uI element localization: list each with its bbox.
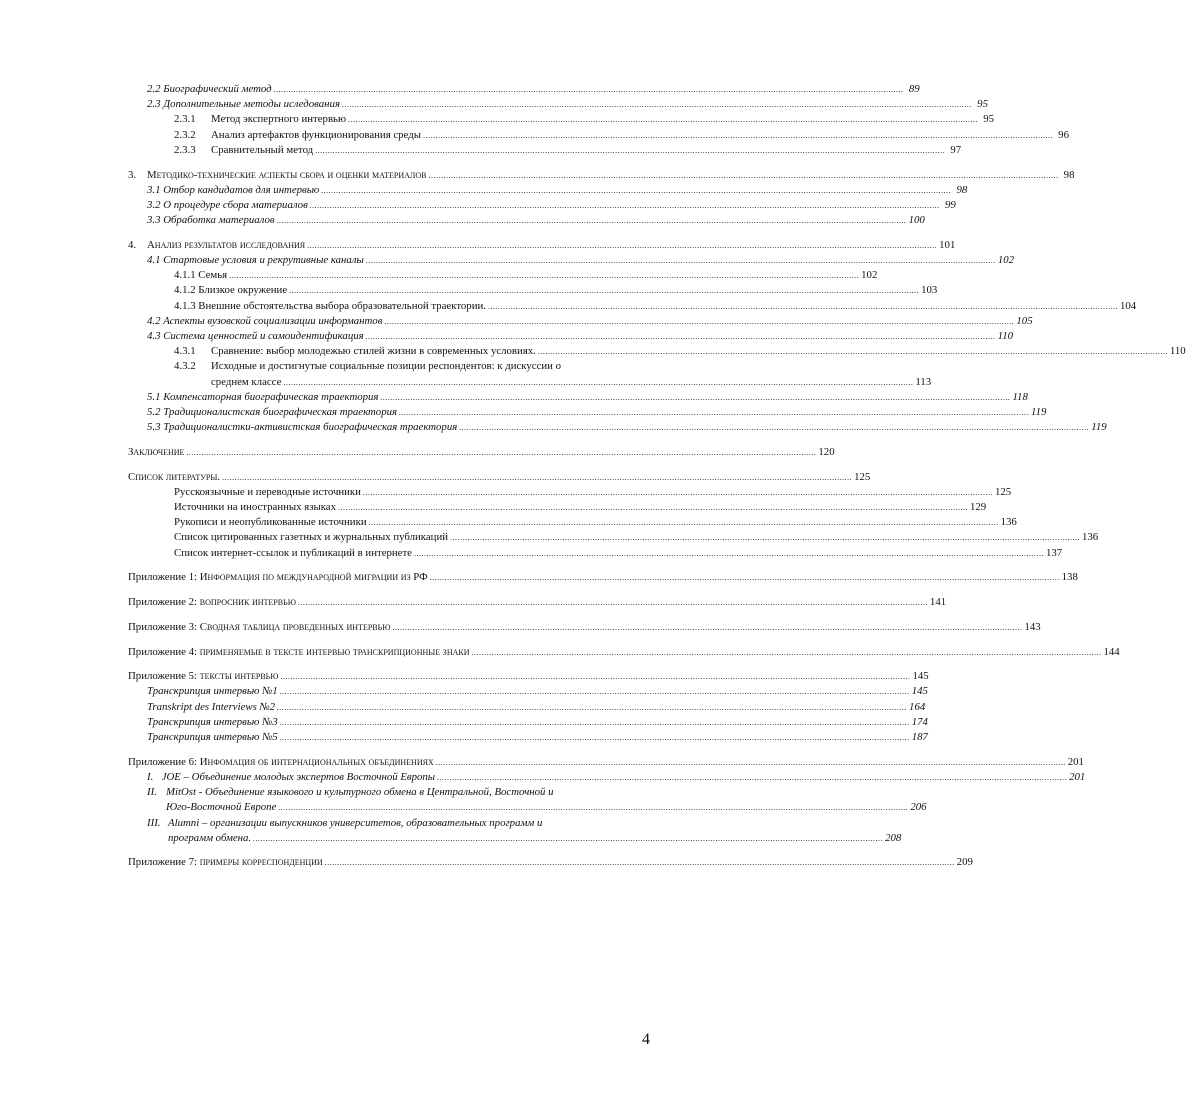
- toc-chapter: Список литературы. ..... 125: [128, 470, 652, 485]
- toc-chapter: Заключение ..... 120: [128, 445, 652, 460]
- toc-entry: 4.1.3 Внешние обстоятельства выбора образовательной траектории. ..... 104: [128, 299, 652, 314]
- toc-entry: Transkript des Interviews №2 ..... 164: [128, 700, 652, 715]
- toc-appendix: Приложение 2: вопросник интервью ..... 141: [128, 595, 652, 610]
- toc-entry: 5.2 Традиционалистская биографическая траектория ..... 119: [128, 405, 652, 420]
- toc-appendix: Приложение 7: примеры корреспонденции ..... 209: [128, 855, 652, 870]
- toc-entry: 3.1 Отбор кандидатов для интервью ..... 98: [128, 183, 652, 198]
- toc-entry-multiline: 4.3.2 Исходные и достигнутые социальные позиции респондентов: к дискуссии о среднем классе ..... 113: [128, 359, 652, 389]
- toc-chapter: 3. Методико-технические аспекты сбора и оценки материалов ..... 98: [128, 168, 652, 183]
- toc-appendix: Приложение 3: Сводная таблица проведенных интервью ..... 143: [128, 620, 652, 635]
- toc-entry: 5.1 Компенсаторная биографическая траектория ..... 118: [128, 390, 652, 405]
- toc-entry: I. JOE – Объединение молодых экспертов Восточной Европы ..... 201: [128, 770, 652, 785]
- page-number: 4: [642, 1031, 650, 1048]
- toc-appendix: Приложение 1: Информация по международной миграции из РФ ..... 138: [128, 570, 652, 585]
- toc-entry: 3.3 Обработка материалов ..... 100: [128, 213, 652, 228]
- toc-entry-multiline: II. MitOst - Объединение языкового и культурного обмена в Центральной, Восточной и Юго-Восточной Европе ..... 206: [128, 785, 652, 815]
- toc-entry: 2.3.1 Метод экспертного интервью ..... 95: [128, 112, 652, 127]
- toc-entry: Русскоязычные и переводные источники ..... 125: [128, 485, 652, 500]
- toc-entry: 2.3 Дополнительные методы иследования ..... 95: [128, 97, 652, 112]
- toc-chapter: 4. Анализ результатов исследования ..... 101: [128, 238, 652, 253]
- toc-entry: 5.3 Традиционалистки-активистская биографическая траектория ..... 119: [128, 420, 652, 435]
- toc-entry: Транскрипция интервью №1 ..... 145: [128, 684, 652, 699]
- toc-entry: 4.3.1 Сравнение: выбор молодежью стилей жизни в современных условиях. ..... 110: [128, 344, 652, 359]
- toc-entry: 4.1 Стартовые условия и рекрутивные каналы ..... 102: [128, 253, 652, 268]
- toc-entry: 2.2 Биографический метод ..... 89: [128, 82, 652, 97]
- toc-entry: Список интернет-ссылок и публикаций в интернете ..... 137: [128, 546, 652, 561]
- toc-entry: 4.1.1 Семья ..... 102: [128, 268, 652, 283]
- toc-entry: 4.1.2 Близкое окружение ..... 103: [128, 283, 652, 298]
- toc-entry: 2.3.2 Анализ артефактов функционирования среды ..... 96: [128, 128, 652, 143]
- toc-appendix: Приложение 4: применяемые в тексте интервью транскрипционные знаки ..... 144: [128, 645, 652, 660]
- toc-entry: Источники на иностранных языках ..... 129: [128, 500, 652, 515]
- toc-appendix: Приложение 6: Инфомация об интернациональных объединениях ..... 201: [128, 755, 652, 770]
- toc-entry: 4.2 Аспекты вузовской социализации информантов ..... 105: [128, 314, 652, 329]
- toc-entry: 3.2 О процедуре сбора материалов ..... 99: [128, 198, 652, 213]
- toc-appendix: Приложение 5: тексты интервью ..... 145: [128, 669, 652, 684]
- table-of-contents: [128, 82, 1186, 871]
- toc-entry: 2.3.3 Сравнительный метод ..... 97: [128, 143, 652, 158]
- toc-entry-multiline: III. Alumni – организации выпускников университетов, образовательных программ и программ обмена. ..... 208: [128, 816, 652, 846]
- toc-entry: 4.3 Система ценностей и самоидентификация ..... 110: [128, 329, 652, 344]
- toc-entry: Список цитированных газетных и журнальных публикаций ..... 136: [128, 530, 652, 545]
- toc-entry: Транскрипция интервью №3 ..... 174: [128, 715, 652, 730]
- toc-entry: Рукописи и неопубликованные источники ..... 136: [128, 515, 652, 530]
- toc-entry: Транскрипция интервью №5 ..... 187: [128, 730, 652, 745]
